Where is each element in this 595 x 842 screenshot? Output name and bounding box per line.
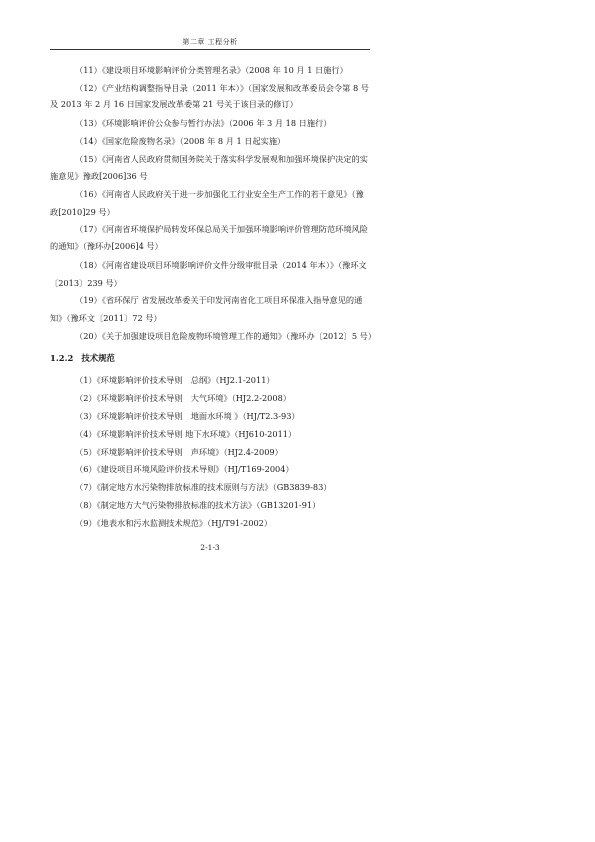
page-header: 第二章 工程分析 [182,38,238,46]
standard-item-8: （8）《制定地方大气污染物排放标准的技术方法》（GB13201-91） [75,500,321,510]
page-number: 2-1-3 [200,543,220,552]
regulation-item-15: （15）《河南省人民政府贯彻国务院关于落实科学发展观和加强环境保护决定的实 [75,154,368,164]
section-number: 1.2.2 [50,353,74,363]
standard-item-7: （7）《制定地方水污染物排放标准的技术原则与方法》（GB3839-83） [75,482,332,492]
standard-item-6: （6）《建设项目环境风险评价技术导则》（HJ/T169-2004） [75,464,294,474]
regulation-item-17-continued: 的通知》（豫环办[2006]4 号） [50,241,163,251]
regulation-item-16-continued: 政[2010]29 号） [50,207,115,217]
regulation-item-18-continued: 〔2013〕239 号） [50,278,122,288]
standard-item-4: （4）《环境影响评价技术导则 地下水环境》（HJ610-2011） [75,429,297,439]
regulation-item-20: （20）《关于加强建设项目危险废物环境管理工作的通知》（豫环办〔2012〕5 号） [75,331,377,341]
regulation-item-18: （18）《河南省建设项目环境影响评价文件分级审批目录（2014 年本）》（豫环文 [75,260,367,270]
standard-item-2: （2）《环境影响评价技术导则 大气环境》（HJ2.2-2008） [75,393,291,403]
standard-item-9: （9）《地表水和污水监测技术规范》（HJ/T91-2002） [75,518,273,528]
regulation-item-14: （14）《国家危险废物名录》（2008 年 8 月 1 日起实施） [75,136,286,146]
header-divider [50,49,370,50]
standard-item-3: （3）《环境影响评价技术导则 地面水环境 》（HJ/T2.3-93） [75,411,300,421]
regulation-item-11: （11）《建设项目环境影响评价分类管理名录》（2008 年 10 月 1 日施行） [75,65,348,75]
regulation-item-19: （19）《省环保厅 省发展改革委关于印发河南省化工项目环保准入指导意见的通 [75,295,363,305]
regulation-item-19-continued: 知》（豫环文〔2011〕72 号） [50,313,162,323]
section-title: 技术规范 [81,353,115,363]
regulation-item-13: （13）《环境影响评价公众参与暂行办法》（2006 年 3 月 18 日施行） [75,118,332,128]
regulation-item-17: （17）《河南省环境保护局转发环保总局关于加强环境影响评价管理防范环境风险 [75,224,368,234]
standard-item-1: （1）《环境影响评价技术导则 总纲》（HJ2.1-2011） [75,375,275,385]
regulation-item-16: （16）《河南省人民政府关于进一步加强化工行业安全生产工作的若干意见》（豫 [75,189,364,199]
standard-item-5: （5）《环境影响评价技术导则 声环境》（HJ2.4-2009） [75,447,283,457]
regulation-item-15-continued: 施意见》豫政[2006]36 号 [50,171,148,181]
regulation-item-12: （12）《产业结构调整指导目录（2011 年本）》（国家发展和改革委员会令第 8 号 [75,83,369,93]
regulation-item-12-continued: 及 2013 年 2 月 16 日国家发展改革委第 21 号关于该目录的修订） [50,99,298,109]
section-heading [50,353,115,364]
